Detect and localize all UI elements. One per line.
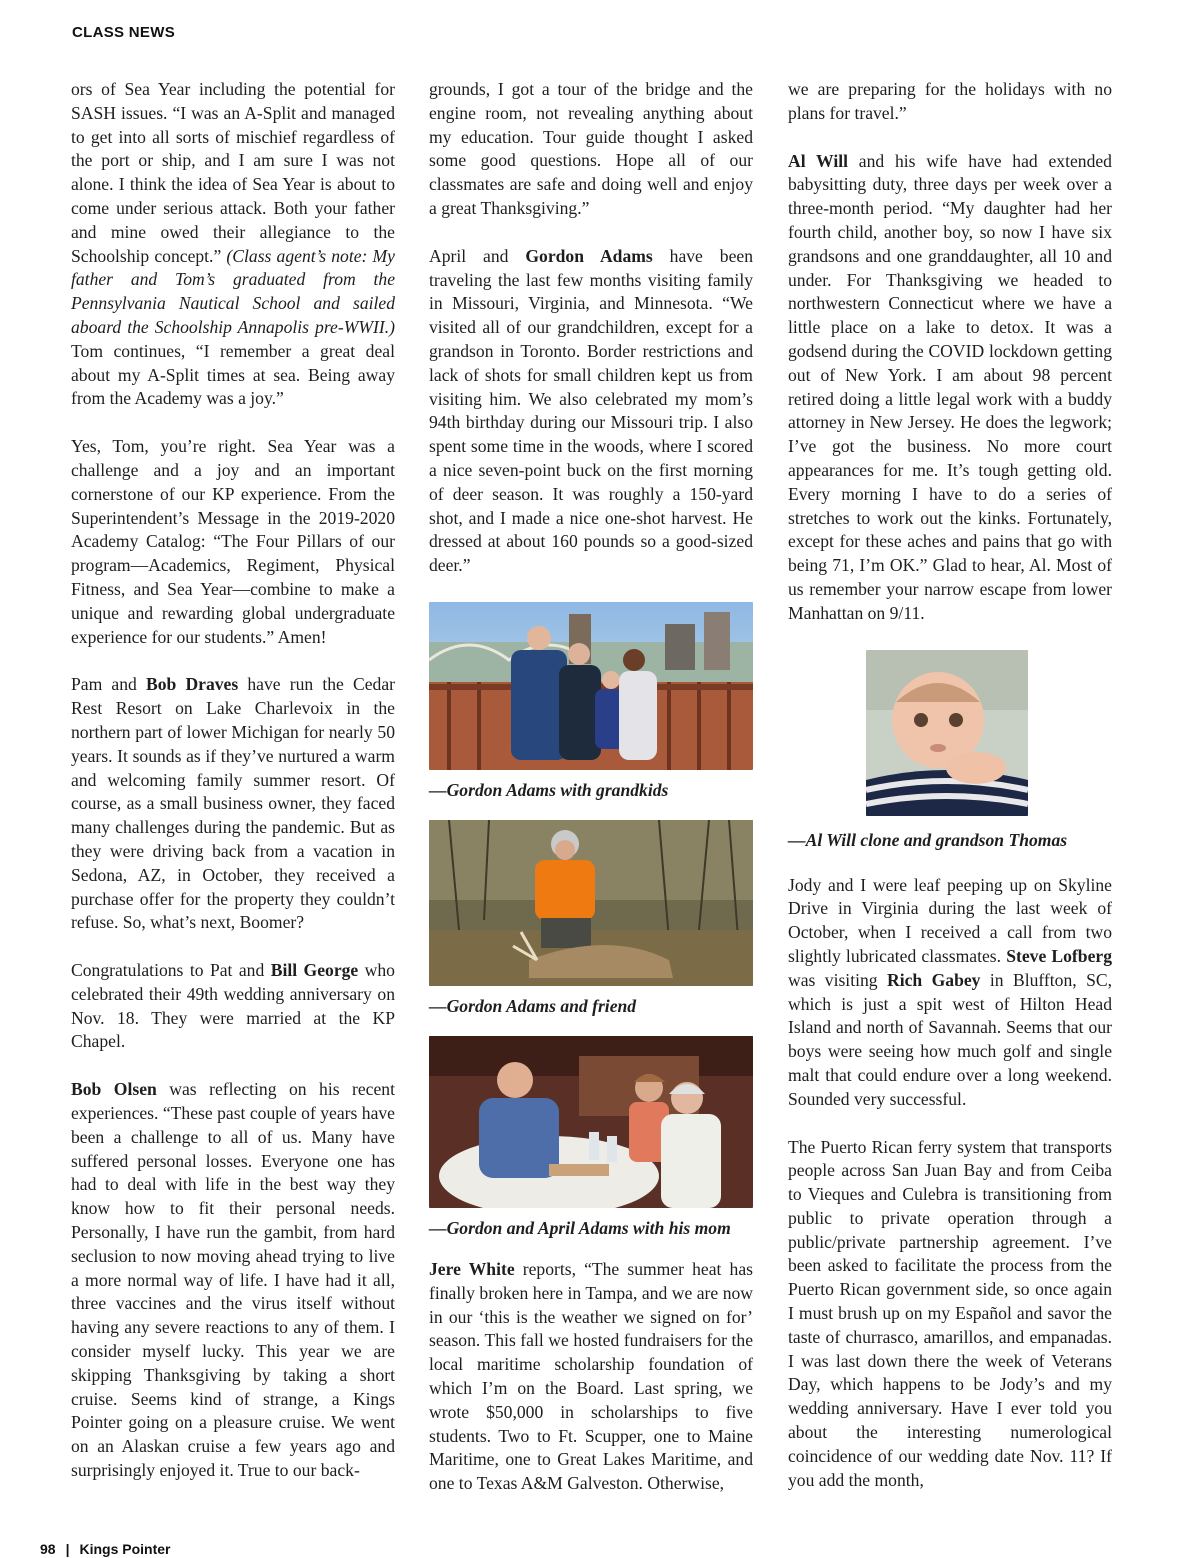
paragraph-white: [429, 1258, 753, 1496]
text: have run the Cedar Rest Resort on Lake Charlevoix in the northern part of lower Michigan for nearly 50 years. It sounds as if they’ve nurtured a warm and welcoming family summer resort. Of course, as a small business owner, they faced many challenges during the pandemic. But as they were driving back from a vacation in Sedona, AZ, in October, they received a purchase offer for the property they couldn’t refuse. So, what’s next, Boomer?: [71, 674, 395, 933]
paragraph-draves: [71, 673, 395, 935]
page-number: 98: [40, 1541, 56, 1557]
text: was reflecting on his recent experiences. “These past couple of years have been a challenge to all of us. Many have suffered personal losses. Everyone one has had to deal with life in the best way they know how to fit their personal needs. Personally, I have run the gambit, from hard seclusion to now moving ahead trying to live a more normal way of life. I have had it all, three vaccines and the virus itself without having any severe reactions to any of them. I consider myself lucky. This year we are skipping Thanksgiving by taking a short cruise. Seems kind of strange, a Kings Pointer going on a pleasure cruise. We went on an Alaskan cruise a few years ago and surprisingly enjoyed it. True to our back-: [71, 1079, 395, 1481]
paragraph-skyline: [788, 874, 1112, 1112]
classmate-name: Bill George: [270, 960, 359, 981]
column-3: [788, 78, 1112, 1492]
text: April and: [429, 245, 526, 266]
classmate-name: Rich Gabey: [886, 969, 981, 990]
paragraph-olsen: [71, 1078, 395, 1483]
paragraph-holidays: we are preparing for the holidays with no plans for travel.”: [788, 79, 1112, 123]
classmate-name: Bob Draves: [145, 674, 239, 695]
paragraph-adams: [429, 245, 753, 578]
photo-caption: —Gordon and April Adams with his mom: [429, 1217, 731, 1238]
text: Tom continues, “I remember a great deal about my A-Split times at sea. Being away from the Academy was a joy.”: [71, 340, 395, 409]
text: who celebrated their 49th wedding anniversary on Nov. 18. They were married at the KP Chapel.: [71, 960, 395, 1052]
page-footer: [40, 1541, 181, 1557]
text: Congratulations to Pat and: [71, 960, 271, 981]
class-agent-note: (Class agent’s note: My father and Tom’s graduated from the Pennsylvania Nautical School and sailed aboard the Schoolship Annapolis pre-WWII.): [71, 245, 395, 337]
photo-restaurant-image: [429, 1036, 753, 1208]
column-1: [71, 78, 395, 1483]
photo-caption: —Gordon Adams and friend: [429, 995, 637, 1016]
text: have been traveling the last few months visiting family in Missouri, Virginia, and Minnesota. “We visited all of our grandchildren, except for a grandson in Toronto. Border restrictions and lack of shots for small children kept us from visiting him. We also celebrated my mom’s 94th birthday during our Missouri trip. I also spent some time in the woods, where I scored a nice seven-point buck on the first morning of deer season. It was roughly a 150-yard shot, and I made a nice one-shot harvest. He dressed at about 160 pounds so a good-sized deer.”: [429, 245, 753, 576]
photo-caption: —Gordon Adams with grandkids: [429, 779, 669, 800]
photo-grandson-thomas: [866, 650, 1028, 816]
paragraph-cruise-cont: grounds, I got a tour of the bridge and the engine room, not revealing anything about my education. Tour guide thought I asked some good questions. Hope all of our classmates are safe and doing well and enjoy a great Thanksgiving.”: [429, 79, 753, 218]
text: reports, “The summer heat has finally broken here in Tampa, and we are now in our ‘this is the weather we signed on for’ season. This fall we hosted fundraisers for the local maritime scholarship foundation of which I’m on the Board. Last spring, we wrote $50,000 in scholarships to five students. Two to Ft. Scupper, one to Maine Maritime, one to Great Lakes Maritime, and one to Texas A&M Galveston. Otherwise,: [429, 1258, 753, 1494]
paragraph-puerto-rico: The Puerto Rican ferry system that transports people across San Juan Bay and from Ceiba to Vieques and Culebra is transitioning from public to private operation through a public/private partnership agreement. I’ve been asked to facilitate the process from the Puerto Rican government side, so once again I must brush up on my Español and savor the taste of churrasco, amarillos, and empanadas. I was last down there the week of Veterans Day, which happens to be Jody’s and my wedding anniversary. Have I ever told you about the interesting numerological coincidence of our wedding date Nov. 11? If you add the month,: [788, 1136, 1112, 1490]
column-2: [429, 78, 753, 1496]
paragraph-will: [788, 150, 1112, 626]
text: and his wife have had extended babysitting duty, three days per week over a three-month period. “My daughter had her fourth child, another boy, so now I have six grandsons and one granddaughter, all 10 and under. For Thanksgiving we headed to northwestern Connecticut where we have a little place on a lake to detox. It was a godsend during the COVID lockdown getting out of New York. I am about 98 percent retired doing a little legal work with a buddy attorney in New Jersey. He does the legwork; I’ve got the business. No more court appearances for me. It’s tough getting old. Every morning I have to do a series of stretches to work out the kinks. Fortunately, except for these aches and pains that go with being 71, I’m OK.” Glad to hear, Al. Most of us remember your narrow escape from lower Manhattan on 9/11.: [788, 150, 1112, 623]
photo-adams-grandkids: [429, 602, 753, 770]
photo-adams-friend: [429, 820, 753, 986]
text: Pam and: [71, 674, 146, 695]
photo-adams-mom: [429, 1036, 753, 1208]
text: Jody and I were leaf peeping up on Skyline Drive in Virginia during the last week of October, when I received a call from two slightly lubricated classmates.: [788, 874, 1112, 966]
paragraph-four-pillars: Yes, Tom, you’re right. Sea Year was a challenge and a joy and an important cornerstone of our KP experience. From the Superintendent’s Message in the 2019-2020 Academy Catalog: “The Four Pillars of our program—Academics, Regiment, Physical Fitness, and Sea Year—combine to make a unique and rewarding global undergraduate experience for our students.” Amen!: [71, 436, 395, 647]
section-heading: CLASS NEWS: [72, 24, 176, 41]
classmate-name: Bob Olsen: [71, 1079, 157, 1100]
text: in Bluffton, SC, which is just a spit west of Hilton Head Island and north of Savannah. Seems that our boys were seeing how much golf and single malt that could endure over a long weekend. Sounded very successful.: [788, 969, 1113, 1109]
photo-baby-image: [866, 650, 1028, 816]
footer-separator: |: [65, 1541, 70, 1557]
classmate-name: Gordon Adams: [525, 245, 653, 266]
photo-caption: —Al Will clone and grandson Thomas: [788, 829, 1068, 850]
paragraph-sea-year: [71, 78, 395, 411]
photo-hunting-image: [429, 820, 753, 986]
paragraph-george: [71, 959, 395, 1054]
classmate-name: Jere White: [429, 1258, 515, 1279]
text: was visiting: [788, 969, 887, 990]
photo-family-bridge-image: [429, 602, 753, 770]
text: ors of Sea Year including the potential for SASH issues. “I was an A-Split and managed to get into all sorts of mischief regardless of the port or ship, and I am sure I was not alone. I think the idea of Sea Year is about to come under serious attack. Both your father and mine owed their allegiance to the Schoolship concept.”: [71, 79, 395, 266]
classmate-name: Al Will: [788, 150, 848, 171]
publication-name: Kings Pointer: [79, 1541, 171, 1557]
classmate-name: Steve Lofberg: [1006, 945, 1112, 966]
